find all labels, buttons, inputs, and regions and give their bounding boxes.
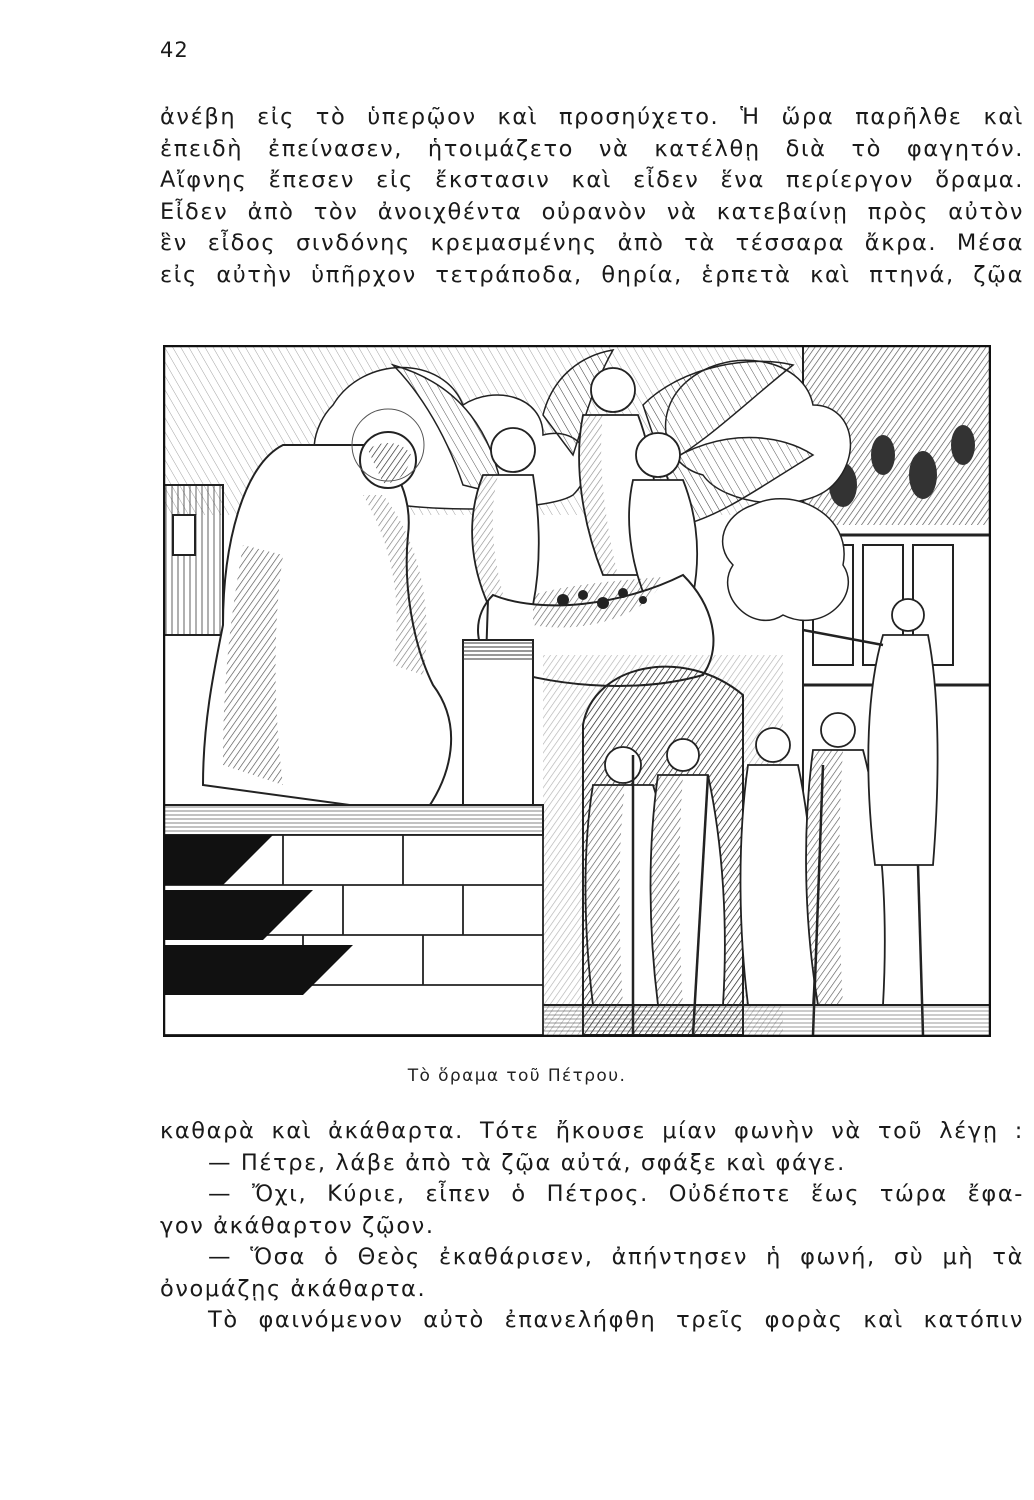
text-line: γον ἀκάθαρτον ζῷον. <box>160 1212 435 1239</box>
text-line: εἰς αὐτὴν ὑπῆρχον τετράποδα, θηρία, ἑρπετὰ καὶ πτηνά, ζῷα <box>160 261 1024 288</box>
engraving-illustration <box>163 345 991 1037</box>
page-number: 42 <box>160 38 189 62</box>
text-line: ἓν εἶδος σινδόνης κρεμασμένης ἀπὸ τὰ τέσσαρα ἄκρα. Μέσα <box>160 230 1024 256</box>
dialogue-line: — Ὅσα ὁ Θεὸς ἐκαθάρισεν, ἀπήντησεν ἡ φωνή, σὺ μὴ τὰ <box>208 1244 1024 1270</box>
text-line: Εἶδεν ἀπὸ τὸν ἀνοιχθέντα οὐρανὸν νὰ κατεβαίνῃ πρὸς αὐτὸν <box>160 198 1024 225</box>
top-paragraph <box>160 102 1024 291</box>
text-line: Αἴφνης ἔπεσεν εἰς ἔκστασιν καὶ εἶδεν ἕνα περίεργον ὅραμα. <box>160 167 1024 193</box>
figure-caption: Τὸ ὅραμα τοῦ Πέτρου. <box>407 1066 627 1086</box>
dialogue-line: — Πέτρε, λάβε ἀπὸ τὰ ζῷα αὐτά, σφάξε καὶ φάγε. <box>208 1149 846 1176</box>
text-line: ἐπειδὴ ἐπείνασεν, ἡτοιμάζετο νὰ κατέλθῃ διὰ τὸ φαγητόν. <box>160 135 1024 162</box>
text-line: Τὸ φαινόμενον αὐτὸ ἐπανελήφθη τρεῖς φορὰς καὶ κατόπιν <box>208 1307 1024 1333</box>
peters-vision-icon <box>163 345 991 1037</box>
bottom-paragraph <box>160 1116 1024 1337</box>
text-line: καθαρὰ καὶ ἀκάθαρτα. Τότε ἤκουσε μίαν φωνὴν νὰ τοῦ λέγῃ : <box>160 1118 1024 1144</box>
dialogue-line: — Ὄχι, Κύριε, εἶπεν ὁ Πέτρος. Οὐδέποτε ἕως τώρα ἔφα- <box>208 1181 1024 1207</box>
text-line: ὀνομάζῃς ἀκάθαρτα. <box>160 1275 427 1302</box>
text-line: ἀνέβη εἰς τὸ ὑπερῷον καὶ προσηύχετο. Ἡ ὥρα παρῆλθε καὶ <box>160 104 1024 130</box>
